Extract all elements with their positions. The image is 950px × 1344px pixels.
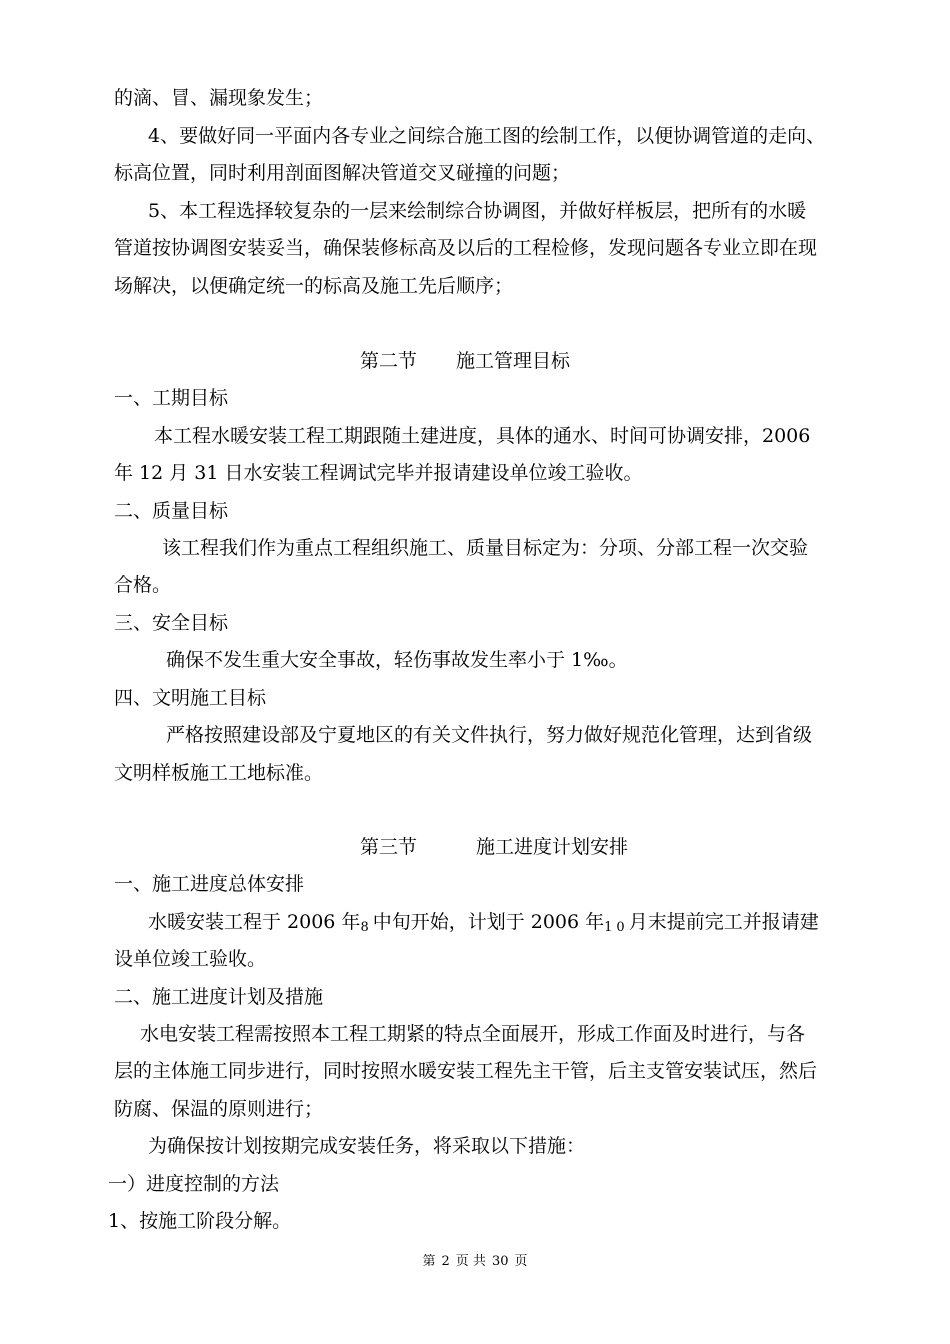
- subheading: 一、工期目标: [114, 387, 229, 409]
- section-number: 第二节: [360, 350, 418, 372]
- paragraph-line: 层的主体施工同步进行，同时按照水暖安装工程先主干管，后主支管安装试压，然后: [114, 1060, 818, 1082]
- paragraph-line: 本工程水暖安装工程工期跟随土建进度，具体的通水、时间可协调安排，2006: [154, 425, 811, 447]
- paragraph-line: 防腐、保温的原则进行；: [114, 1098, 324, 1120]
- paragraph-line: 确保不发生重大安全事故，轻伤事故发生率小于 1‰。: [166, 649, 628, 671]
- text-line: 标高位置，同时利用剖面图解决管道交叉碰撞的问题；: [114, 162, 571, 184]
- subheading: 二、质量目标: [114, 500, 229, 522]
- subheading: 二、施工进度计划及措施: [114, 986, 324, 1008]
- section-title: 施工进度计划安排: [476, 836, 629, 858]
- paragraph-line: 设单位竣工验收。: [114, 948, 267, 970]
- paragraph-line: 水电安装工程需按照本工程工期紧的特点全面展开，形成工作面及时进行，与各: [140, 1023, 806, 1045]
- list-item: 1、按施工阶段分解。: [108, 1210, 292, 1232]
- paragraph-line: 文明样板施工工地标准。: [114, 762, 324, 784]
- section-title: 施工管理目标: [456, 350, 571, 372]
- month-value: 10: [604, 920, 629, 935]
- text-line: 的滴、冒、漏现象发生；: [114, 87, 324, 109]
- text-run: 中旬开始，计划于 2006 年: [372, 911, 605, 933]
- paragraph-line: [148, 910, 819, 937]
- list-item: 4、要做好同一平面内各专业之间综合施工图的绘制工作，以便协调管道的走向、: [148, 125, 826, 147]
- month-value: 8: [360, 920, 373, 935]
- subheading: 一、施工进度总体安排: [114, 873, 305, 895]
- page-footer: [0, 1250, 950, 1269]
- footer-mid: 页 共: [455, 1254, 486, 1269]
- section-number: 第三节: [360, 836, 418, 858]
- text-line: 管道按协调图安装妥当，确保装修标高及以后的工程检修，发现问题各专业立即在现: [114, 237, 818, 259]
- footer-post: 页: [514, 1254, 528, 1269]
- subheading: 四、文明施工目标: [114, 687, 267, 709]
- text-run: 月末提前完工并报请建: [628, 911, 819, 933]
- paragraph-line: 该工程我们作为重点工程组织施工、质量目标定为：分项、分部工程一次交验: [162, 537, 809, 559]
- paragraph-line: 年 12 月 31 日水安装工程调试完毕并报请建设单位竣工验收。: [114, 462, 643, 484]
- text-line: 场解决，以便确定统一的标高及施工先后顺序；: [114, 275, 514, 297]
- text-run: 水暖安装工程于 2006 年: [148, 911, 361, 933]
- subheading: 三、安全目标: [114, 612, 229, 634]
- page-number: 2: [441, 1254, 450, 1269]
- list-item: 5、本工程选择较复杂的一层来绘制综合协调图，并做好样板层，把所有的水暖: [148, 200, 807, 222]
- footer-pre: 第: [422, 1254, 436, 1269]
- paragraph-line: 严格按照建设部及宁夏地区的有关文件执行，努力做好规范化管理，达到省级: [166, 724, 813, 746]
- paragraph-line: 为确保按计划按期完成安装任务，将采取以下措施：: [148, 1135, 586, 1157]
- total-pages: 30: [491, 1254, 509, 1269]
- paragraph-line: 合格。: [114, 574, 172, 596]
- subheading: 一）进度控制的方法: [108, 1173, 280, 1195]
